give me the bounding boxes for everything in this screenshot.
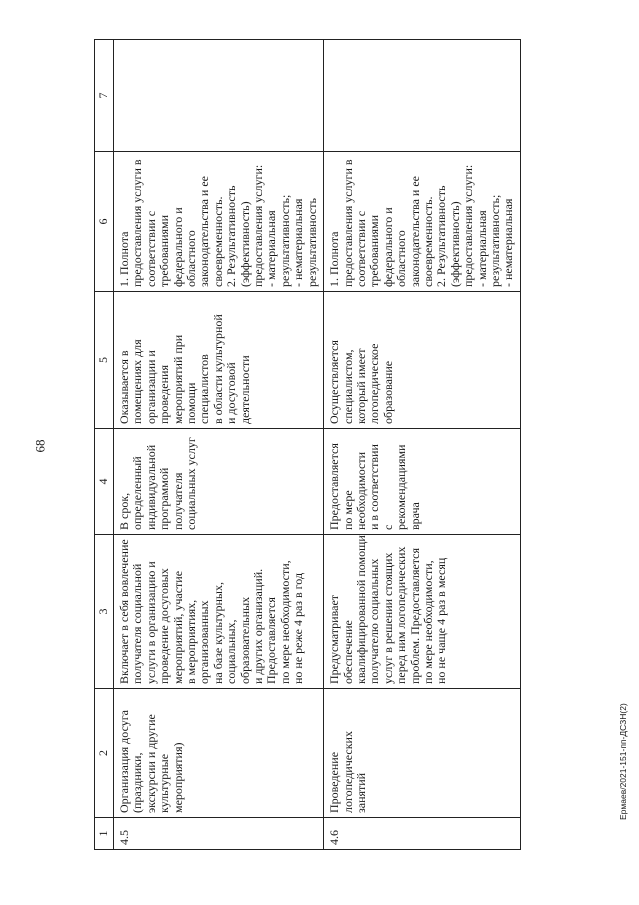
cell-text-line: проведение досуговых <box>157 568 172 684</box>
cell-text-line: соответствии с <box>143 210 158 287</box>
cell-text-line: (эффективность) <box>447 201 462 287</box>
cell-text-line: организованных <box>197 600 212 684</box>
cell-text-line: - материальная <box>264 210 279 287</box>
cell-text-line: проблем. Предоставляется <box>407 548 422 684</box>
cell-text-line: предоставления услуги: <box>461 164 476 287</box>
cell-text-line: В срок, <box>117 492 131 530</box>
cell-text-line: организации и <box>143 350 158 424</box>
cell-text-line: с <box>380 524 395 530</box>
table-row <box>324 40 521 850</box>
cell-text-line: соответствии с <box>353 210 368 287</box>
cell-text-line: - нематериальная <box>501 198 516 287</box>
cell-text-line: и досуговой <box>224 362 239 424</box>
page-number: 68 <box>32 439 48 453</box>
cell-text-line: необходимости <box>353 451 368 530</box>
cell-text-line: помещениях для <box>130 339 145 424</box>
cell-text-line: в мероприятиях, <box>184 599 199 684</box>
header-cell: 5 <box>95 292 114 429</box>
cell-text-line: индивидуальной <box>143 444 158 530</box>
cell-text-line: перед ним логопедических <box>394 546 409 684</box>
cell-text-line: получателя <box>170 472 185 530</box>
cell-text-line: своевременность. <box>210 196 225 287</box>
table-row <box>114 40 324 850</box>
cell-text-line: рекомендациями <box>394 444 409 530</box>
cell-text-line: но не чаще 4 раз в месяц <box>434 557 449 684</box>
cell-text-line: и других организаций. <box>251 568 266 684</box>
cell-text-line: в области культурной <box>210 314 225 424</box>
cell-text-line: по мере необходимости, <box>277 560 292 684</box>
cell-text-line: образовательных <box>237 596 252 684</box>
cell-text-line: законодательства и ее <box>197 176 212 287</box>
cell-text-line: своевременность. <box>420 196 435 287</box>
cell-text-line: Включает в себя вовлечение <box>117 539 131 684</box>
service-conditions-cell <box>324 292 521 429</box>
row-number-cell: 4.5 <box>114 818 324 850</box>
cell-text-line: занятий <box>353 772 368 813</box>
cell-text-line: но не реже 4 раз в год <box>291 572 306 684</box>
cell-text-line: Предоставляется <box>327 443 342 530</box>
header-row <box>95 40 114 850</box>
column-7-cell <box>324 40 521 152</box>
service-term-cell <box>114 429 324 535</box>
cell-text-line: федерального и <box>170 207 185 287</box>
cell-text-line: социальных, <box>224 619 239 684</box>
cell-text-line: культурные <box>157 753 172 813</box>
cell-text-line: - материальная <box>474 210 489 287</box>
cell-text-line: требованиями <box>157 214 172 287</box>
cell-text-line: образование <box>380 360 395 424</box>
cell-text-line: услуги в организацию и <box>143 561 158 684</box>
cell-text-line: Оказывается в <box>117 350 131 424</box>
cell-text-line: федерального и <box>380 207 395 287</box>
service-name-cell <box>114 689 324 818</box>
cell-text-line: 1. Полнота <box>327 231 342 287</box>
service-conditions-cell <box>114 292 324 429</box>
cell-text-line: по мере необходимости, <box>420 560 435 684</box>
cell-text-line: мероприятий, участие <box>170 570 185 684</box>
cell-text-line: помощи <box>184 382 199 424</box>
header-cell: 3 <box>95 535 114 689</box>
cell-text-line: на базе культурных, <box>210 582 225 684</box>
cell-text-line: результативность; <box>277 194 292 287</box>
cell-text-line: определенный <box>130 456 145 530</box>
quality-indicators-cell <box>114 152 324 292</box>
cell-text-line: мероприятия) <box>170 742 185 813</box>
header-cell: 4 <box>95 429 114 535</box>
cell-text-line: Проведение <box>327 751 342 813</box>
cell-text-line: Предоставляется <box>264 597 279 684</box>
cell-text-line: который имеет <box>353 348 368 424</box>
cell-text-line: программой <box>157 467 172 530</box>
service-term-cell <box>324 429 521 535</box>
cell-text-line: законодательства и ее <box>407 176 422 287</box>
cell-text-line: специалистов <box>197 354 212 424</box>
cell-text-line: логопедических <box>340 731 355 813</box>
cell-text-line: деятельности <box>237 355 252 424</box>
quality-indicators-cell <box>324 152 521 292</box>
cell-text-line: получателю социальных <box>367 558 382 684</box>
cell-text-line: получателя социальной <box>130 563 145 684</box>
cell-text-line: и в соответствии <box>367 444 382 530</box>
cell-text-line: требованиями <box>367 214 382 287</box>
cell-text-line: квалифицированной помощи <box>353 535 368 684</box>
row-number-cell: 4.6 <box>324 818 521 850</box>
cell-text-line: социальных услуг <box>184 437 199 530</box>
cell-text-line: (эффективность) <box>237 201 252 287</box>
cell-text-line: предоставления услуги в <box>340 159 355 287</box>
cell-text-line: предоставления услуги: <box>251 164 266 287</box>
cell-text-line: 2. Результативность <box>434 185 449 287</box>
cell-text-line: мероприятий при <box>170 334 185 424</box>
cell-text-line: областного <box>394 230 409 287</box>
column-7-cell <box>114 40 324 152</box>
cell-text-line: специалистом, <box>340 349 355 424</box>
header-cell: 6 <box>95 152 114 292</box>
cell-text-line: результативность; <box>487 194 502 287</box>
cell-text-line: экскурсии и другие <box>143 714 158 813</box>
cell-text-line: врача <box>407 502 422 530</box>
services-table <box>94 39 521 850</box>
cell-text-line: 1. Полнота <box>117 231 131 287</box>
cell-text-line: проведения <box>157 365 172 424</box>
cell-text-line: Осуществляется <box>327 340 342 424</box>
cell-text-line: - нематериальная <box>291 198 306 287</box>
services-table-container <box>94 40 516 850</box>
service-description-cell <box>114 535 324 689</box>
cell-text-line: логопедическое <box>367 343 382 424</box>
document-reference: Ермаев/2021-151-пп-ДСЗН(2) <box>618 703 628 820</box>
header-cell: 7 <box>95 40 114 152</box>
cell-text-line: услуг в решении стоящих <box>380 552 395 684</box>
cell-text-line: по мере <box>340 490 355 530</box>
cell-text-line: результативность <box>304 198 319 287</box>
service-description-cell <box>324 535 521 689</box>
header-cell: 1 <box>95 818 114 850</box>
cell-text-line: предоставления услуги в <box>130 159 145 287</box>
cell-text-line: обеспечение <box>340 620 355 684</box>
cell-text-line: (праздники, <box>130 752 145 813</box>
cell-text-line: областного <box>184 230 199 287</box>
cell-text-line: 2. Результативность <box>224 185 239 287</box>
cell-text-line: Предусматривает <box>327 594 342 684</box>
service-name-cell <box>324 689 521 818</box>
cell-text-line: Организация досуга <box>117 709 131 813</box>
header-cell: 2 <box>95 689 114 818</box>
